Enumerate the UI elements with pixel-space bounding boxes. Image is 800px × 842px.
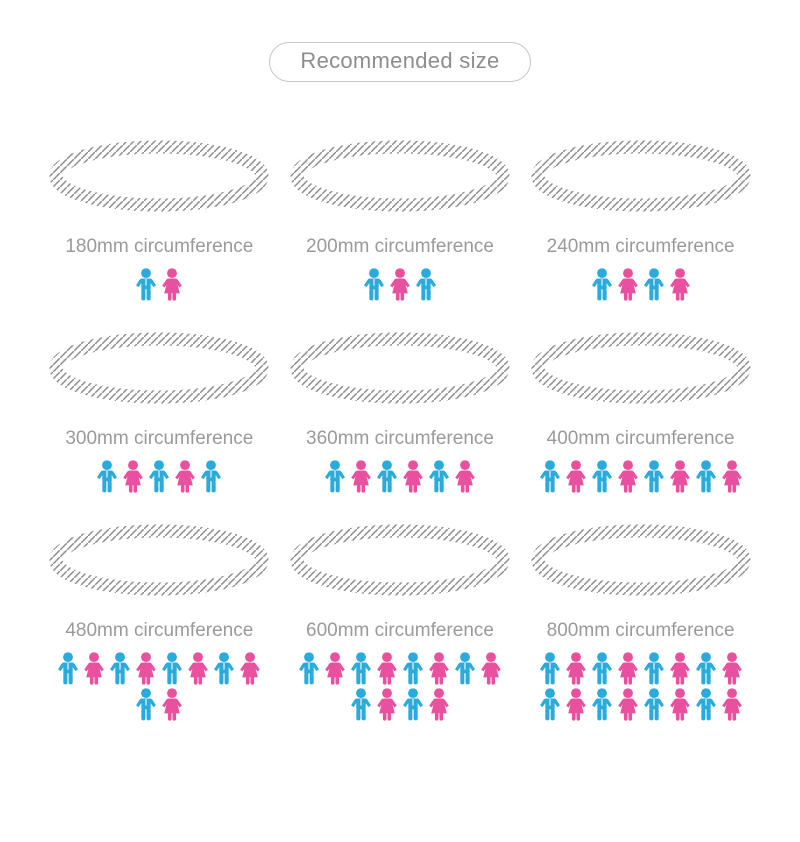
person-icon-male	[56, 652, 80, 686]
person-icon-male	[590, 688, 614, 722]
person-icon-female	[564, 460, 588, 494]
person-icon-female	[720, 688, 744, 722]
person-icon-female	[186, 652, 210, 686]
person-icon-male	[642, 652, 666, 686]
size-grid	[42, 138, 758, 722]
person-icon-male	[694, 688, 718, 722]
size-label: 180mm circumference	[65, 236, 254, 257]
person-icon-male	[694, 460, 718, 494]
size-cell-200mm	[287, 138, 513, 302]
person-icon-female	[121, 460, 145, 494]
band-ellipse	[287, 138, 513, 214]
band-ellipse	[46, 138, 272, 214]
person-icon-female	[720, 460, 744, 494]
size-label: 300mm circumference	[65, 428, 254, 449]
person-icon-female	[375, 688, 399, 722]
person-icon-male	[212, 652, 236, 686]
band-ellipse	[46, 330, 272, 406]
people-group	[55, 652, 263, 722]
person-icon-female	[564, 688, 588, 722]
people-group	[296, 268, 504, 302]
person-icon-male	[642, 460, 666, 494]
person-icon-female	[616, 688, 640, 722]
person-icon-female	[668, 460, 692, 494]
person-icon-female	[616, 268, 640, 302]
size-cell-800mm	[528, 522, 754, 722]
person-icon-male	[362, 268, 386, 302]
person-icon-female	[616, 460, 640, 494]
person-icon-female	[82, 652, 106, 686]
person-icon-male	[427, 460, 451, 494]
person-icon-male	[375, 460, 399, 494]
person-icon-female	[427, 688, 451, 722]
size-label: 360mm circumference	[306, 428, 494, 449]
people-group	[296, 460, 504, 494]
person-icon-female	[479, 652, 503, 686]
person-icon-female	[173, 460, 197, 494]
person-icon-male	[323, 460, 347, 494]
people-group	[537, 460, 745, 494]
person-icon-female	[453, 460, 477, 494]
people-group	[55, 268, 263, 302]
band-ellipse	[528, 522, 754, 598]
band-ellipse	[287, 330, 513, 406]
people-group	[537, 652, 745, 722]
person-icon-male	[147, 460, 171, 494]
person-icon-male	[134, 688, 158, 722]
person-icon-male	[590, 460, 614, 494]
band-ellipse	[287, 522, 513, 598]
person-icon-female	[616, 652, 640, 686]
size-cell-300mm	[46, 330, 272, 494]
size-cell-600mm	[287, 522, 513, 722]
size-cell-180mm	[46, 138, 272, 302]
person-icon-female	[238, 652, 262, 686]
person-icon-male	[160, 652, 184, 686]
person-icon-female	[349, 460, 373, 494]
person-icon-female	[720, 652, 744, 686]
person-icon-male	[349, 688, 373, 722]
person-icon-female	[388, 268, 412, 302]
person-icon-male	[590, 652, 614, 686]
person-icon-male	[199, 460, 223, 494]
person-icon-male	[590, 268, 614, 302]
page-title: Recommended size	[269, 42, 530, 82]
person-icon-male	[538, 460, 562, 494]
person-icon-male	[642, 268, 666, 302]
person-icon-male	[297, 652, 321, 686]
person-icon-female	[160, 688, 184, 722]
person-icon-male	[453, 652, 477, 686]
person-icon-female	[668, 688, 692, 722]
person-icon-male	[538, 688, 562, 722]
person-icon-male	[414, 268, 438, 302]
person-icon-male	[349, 652, 373, 686]
person-icon-male	[134, 268, 158, 302]
person-icon-male	[108, 652, 132, 686]
size-label: 480mm circumference	[65, 620, 254, 641]
band-ellipse	[528, 330, 754, 406]
people-group	[55, 460, 263, 494]
size-cell-400mm	[528, 330, 754, 494]
size-label: 200mm circumference	[306, 236, 494, 257]
people-group	[296, 652, 504, 722]
person-icon-female	[160, 268, 184, 302]
person-icon-female	[427, 652, 451, 686]
size-cell-480mm	[46, 522, 272, 722]
person-icon-male	[401, 652, 425, 686]
person-icon-female	[564, 652, 588, 686]
size-label: 600mm circumference	[306, 620, 494, 641]
size-cell-240mm	[528, 138, 754, 302]
person-icon-female	[401, 460, 425, 494]
person-icon-male	[401, 688, 425, 722]
person-icon-female	[668, 268, 692, 302]
size-label: 400mm circumference	[546, 428, 735, 449]
person-icon-male	[694, 652, 718, 686]
person-icon-female	[375, 652, 399, 686]
person-icon-female	[668, 652, 692, 686]
person-icon-male	[538, 652, 562, 686]
person-icon-male	[95, 460, 119, 494]
person-icon-male	[642, 688, 666, 722]
band-ellipse	[46, 522, 272, 598]
size-label: 240mm circumference	[546, 236, 735, 257]
person-icon-female	[323, 652, 347, 686]
person-icon-female	[134, 652, 158, 686]
people-group	[537, 268, 745, 302]
size-label: 800mm circumference	[546, 620, 735, 641]
band-ellipse	[528, 138, 754, 214]
size-cell-360mm	[287, 330, 513, 494]
